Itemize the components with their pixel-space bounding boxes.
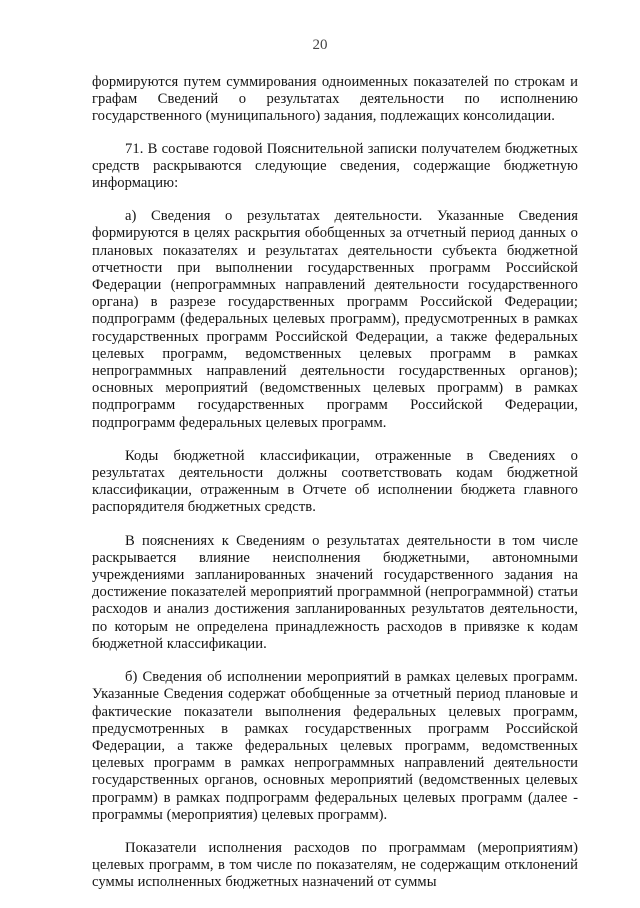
paragraph-consolidation-continuation: формируются путем суммирования одноименных показателей по строкам и графам Сведений о результатах деятельности по исполнению государственного (муниципального) задания, подлежащих консолидации. <box>92 74 578 125</box>
paragraph-explanations-to-results: В пояснениях к Сведениям о результатах деятельности в том числе раскрывается влияние неисполнения бюджетными, автономными учреждениями запланированных значений государственного задания на достижение показателей мероприятий программной (непрограммной) статьи расходов и анализ достижения запланированных результатов деятельности, по которым не определена принадлежность расходов в привязке к кодам бюджетной классификации. <box>92 532 578 652</box>
paragraph-b-target-programs: б) Сведения об исполнении мероприятий в рамках целевых программ. Указанные Сведения содержат обобщенные за отчетный период плановые и фактические показатели выполнения федеральных целевых программ, предусмотренных в рамках государственных программ Российской Федерации, а также федеральных целевых программ, ведомственных целевых программ в рамках непрограммных направлений деятельности государственных органов, основных мероприятий (ведомственных целевых программ) в рамках подпрограмм федеральных целевых программ (далее - программы (мероприятия) целевых программ). <box>92 669 578 823</box>
paragraph-71-intro: 71. В составе годовой Пояснительной записки получателем бюджетных средств раскрываются следующие сведения, содержащие бюджетную информацию: <box>92 140 578 192</box>
paragraph-a-performance-results: а) Сведения о результатах деятельности. Указанные Сведения формируются в целях раскрытия обобщенных за отчетный период данных о плановых показателях и результатах деятельности субъекта бюджетной отчетности при выполнении государственных программ Российской Федерации (непрограммных направлений деятельности государственного органа) в разрезе государственных программ Российской Федерации; подпрограмм (федеральных целевых программ), предусмотренных в рамках государственных программ Российской Федерации, а также федеральных целевых программ, ведомственных целевых программ в рамках непрограммных направлений деятельности государственных органов); основных мероприятий (ведомственных целевых программ) в рамках подпрограмм государственных программ Российской Федерации, подпрограмм федеральных целевых программ. <box>92 208 578 431</box>
document-body <box>92 74 578 908</box>
page-number: 20 <box>312 37 328 53</box>
paragraph-expenditure-indicators: Показатели исполнения расходов по программам (мероприятиям) целевых программ, в том числе по показателям, не содержащим отклонений суммы исполненных бюджетных назначений от суммы <box>92 839 578 891</box>
paragraph-budget-classification-codes: Коды бюджетной классификации, отраженные в Сведениях о результатах деятельности должны соответствовать кодам бюджетной классификации, отраженным в Отчете об исполнении бюджета главного распорядителя бюджетных средств. <box>92 447 578 516</box>
